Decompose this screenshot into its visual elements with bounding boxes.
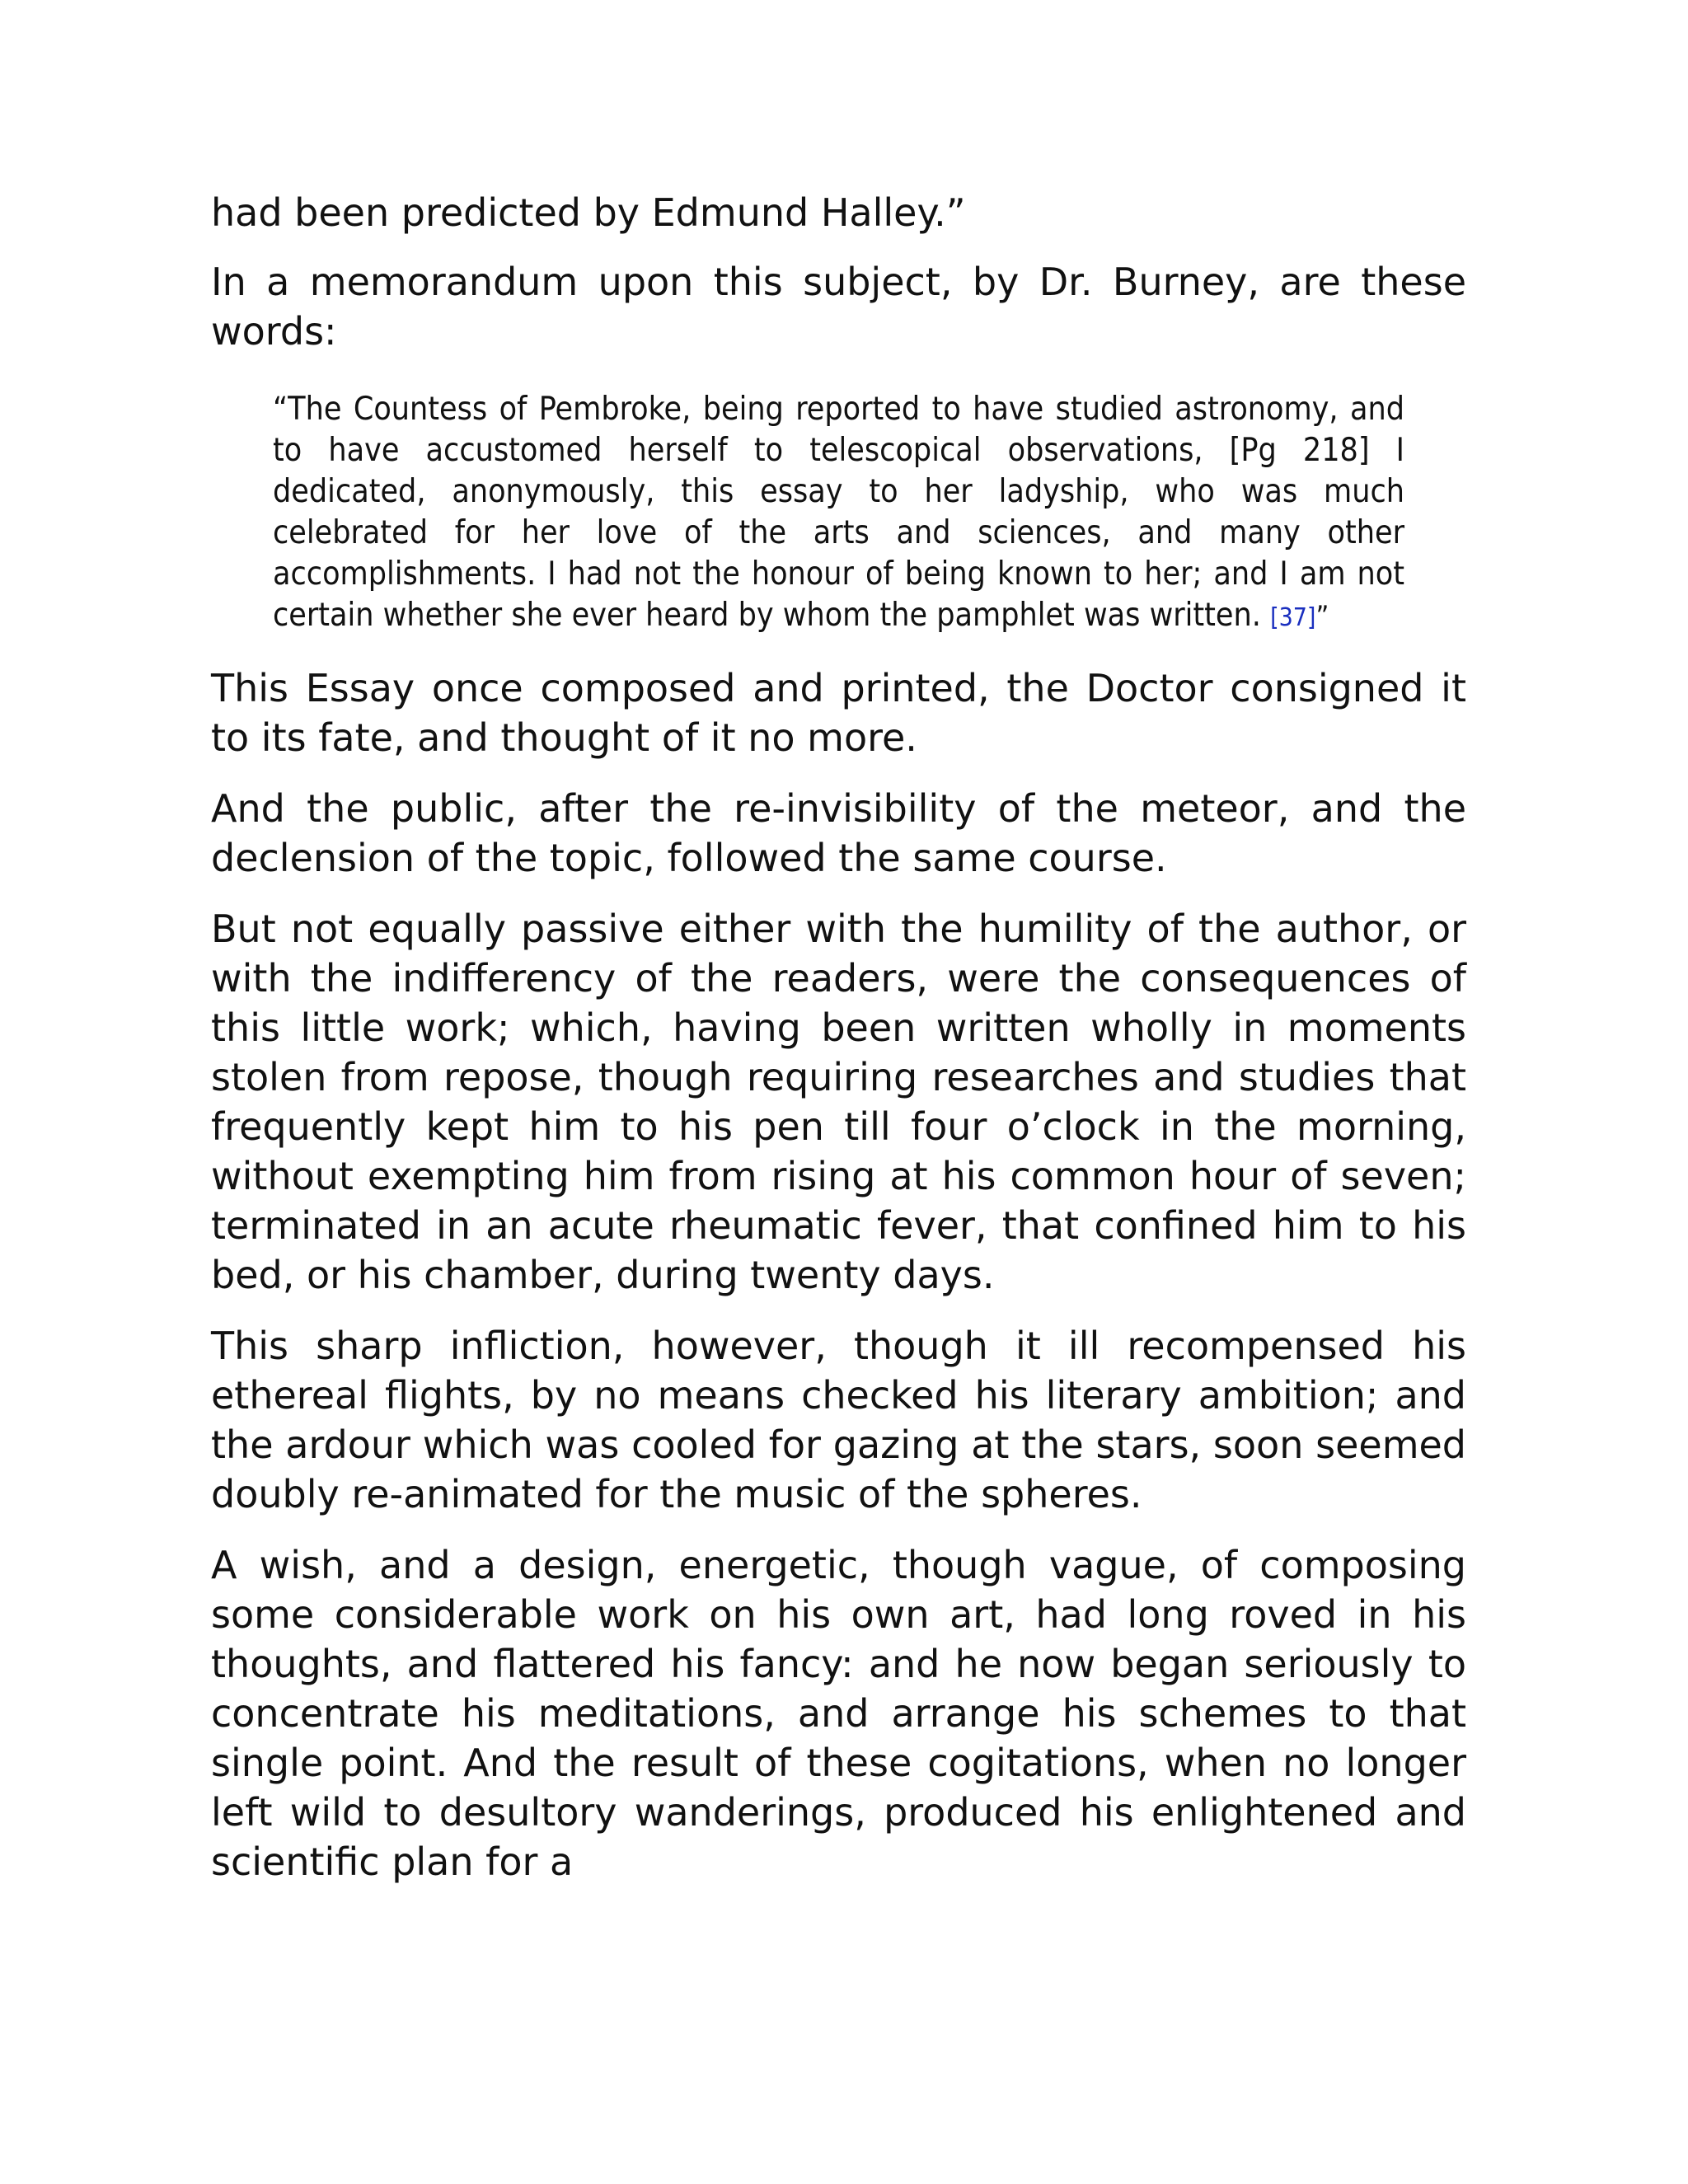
closing-quote-mark: ”	[1315, 600, 1329, 633]
paragraph-essay-composed: This Essay once composed and printed, the Doctor consigned it to its fate, and thought of it no more.	[211, 666, 1466, 760]
paragraph-memorandum: In a memorandum upon this subject, by Dr. Burney, are these words:	[211, 260, 1466, 354]
paragraph-design: A wish, and a design, energetic, though vague, of composing some considerable work on his own art, had long roved in his thoughts, and flattered his fancy: and he now began seriously to concentrate his meditations, and arrange his schemes to that single point. And the result of these cogitations, when no longer left wild to desultory wanderings, produced his enlightened and scientific plan for a	[211, 1543, 1466, 1884]
blockquote-end	[1270, 597, 1329, 634]
blockquote-burney	[273, 389, 1404, 639]
document-page	[211, 188, 1466, 1908]
footnote-link-37[interactable]: [37]	[1270, 603, 1316, 632]
paragraph-public: And the public, after the re-invisibility of the meteor, and the declension of the topic, followed the same course.	[211, 786, 1466, 880]
paragraph-consequences: But not equally passive either with the humility of the author, or with the indifferency of the readers, were the consequences of this little work; which, having been written wholly in moments stolen from repose, though requiring researches and studies that frequently kept him to his pen till four o’clock in the morning, without exempting him from rising at his common hour of seven; terminated in an acute rheumatic fever, that confined him to his bed, or his chamber, during twenty days.	[211, 907, 1466, 1297]
paragraph-infliction: This sharp infliction, however, though it ill recompensed his ethereal flights, by no means checked his literary ambition; and the ardour which was cooled for gazing at the stars, soon seemed doubly re-animated for the music of the spheres.	[211, 1324, 1466, 1516]
blockquote-text: “The Countess of Pembroke, being reported to have studied astronomy, and to have accustomed herself to telescopical observations, [Pg 218] I dedicated, anonymously, this essay to her ladyship, who was much celebrated for her love of the arts and sciences, and many other accomplishments. I had not the honour of being known to her; and I am not certain whether she ever heard by whom the pamphlet was written.	[273, 391, 1404, 634]
paragraph-halley: had been predicted by Edmund Halley.”	[211, 190, 966, 235]
